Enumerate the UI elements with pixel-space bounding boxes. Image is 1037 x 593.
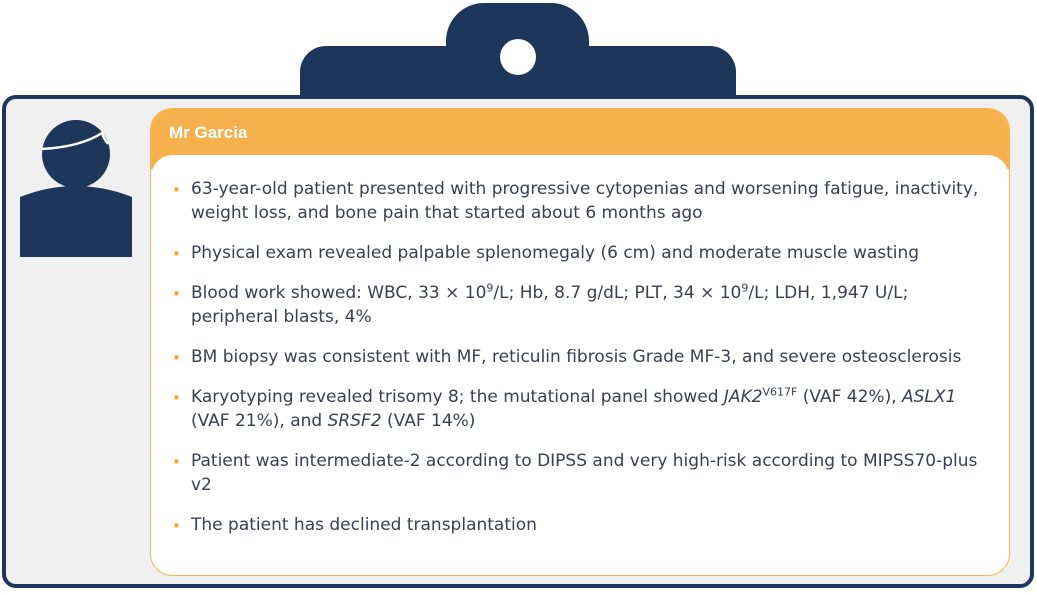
gene-name: ASLX1 bbox=[902, 387, 957, 407]
bullet-dot: • bbox=[172, 181, 181, 199]
gene-name: SRSF2 bbox=[327, 411, 382, 431]
gene-name: JAK2 bbox=[723, 387, 763, 407]
bullet-dot: • bbox=[172, 453, 181, 471]
bullet-dot: • bbox=[172, 349, 181, 367]
list-item: • Karyotyping revealed trisomy 8; the mutational panel showed $JAK2^{V617F}$ (VAF 42%), ASLX1 (VAF 21%), and SRSF2 (VAF 14%) bbox=[172, 385, 957, 431]
list-item: • The patient has declined transplantation bbox=[171, 513, 987, 537]
list-item: • Physical exam revealed palpable splenomegaly (6 cm) and moderate muscle wasting bbox=[171, 241, 987, 265]
list-item: • Patient was intermediate-2 according to DIPSS and very high-risk according to MIPSS70-plus v2 bbox=[172, 451, 978, 495]
patient-card bbox=[150, 108, 1010, 576]
bullet-dot: • bbox=[172, 245, 181, 263]
list-item: • Blood work showed: WBC, $33 \times 10^9/L$; Hb, 8.7 g/dL; PLT, $34 \times 10^9/L$; LDH, 1,947 U/L; peripheral blasts, 4% bbox=[172, 281, 909, 327]
clipboard-clip-hole bbox=[500, 39, 536, 75]
bullet-dot: • bbox=[172, 285, 181, 303]
bullet-dot: • bbox=[172, 517, 181, 535]
person-avatar-icon bbox=[20, 117, 132, 257]
patient-name: Mr Garcia bbox=[169, 123, 248, 142]
case-details-list bbox=[171, 177, 987, 537]
bullet-dot: • bbox=[172, 389, 181, 407]
patient-card-body bbox=[151, 155, 1009, 575]
list-item: • 63-year-old patient presented with progressive cytopenias and worsening fatigue, inactivity, weight loss, and bone pain that started about 6 months ago bbox=[172, 179, 979, 223]
list-item: • BM biopsy was consistent with MF, reticulin fibrosis Grade MF-3, and severe osteosclerosis bbox=[171, 345, 987, 369]
